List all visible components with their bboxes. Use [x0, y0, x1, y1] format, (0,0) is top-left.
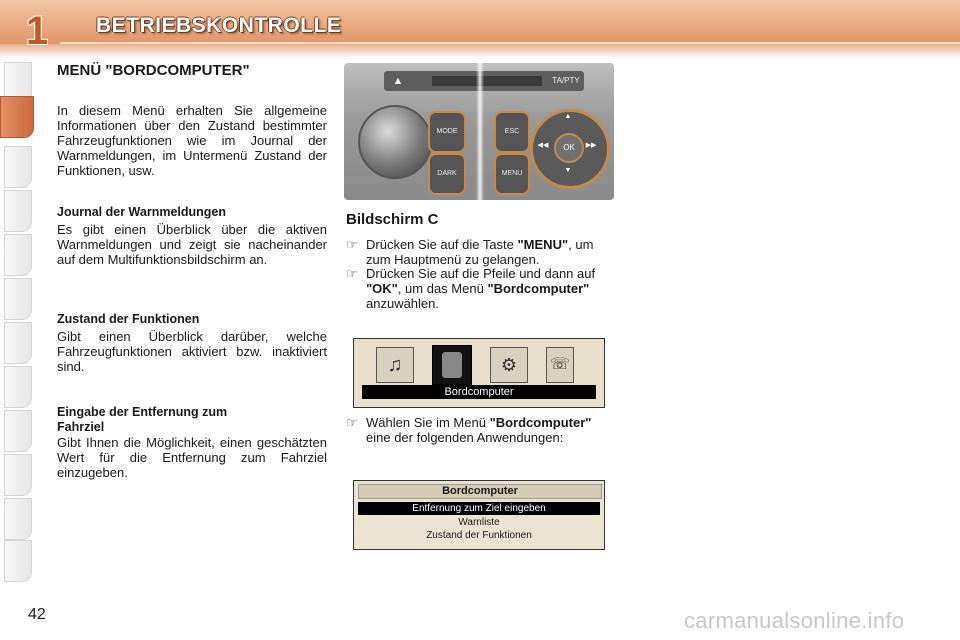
arrow-right-icon: ▶▶: [585, 142, 597, 149]
bullet-item: ☞ Wählen Sie im Menü "Bordcomputer" eine der folgenden Anwendungen:: [346, 415, 592, 445]
watermark: carmanualsonline.info: [684, 608, 905, 633]
menu-button: MENU: [494, 153, 530, 195]
bordcomputer-menu-screen: [353, 480, 605, 550]
chapter-tab-active[interactable]: [0, 96, 34, 138]
audio-icon: ♫: [376, 347, 414, 383]
chapter-tab[interactable]: [4, 366, 32, 408]
menu-item-selected: Entfernung zum Ziel eingeben: [358, 502, 600, 515]
chapter-tab[interactable]: [4, 146, 32, 188]
intro-paragraph: In diesem Menü erhalten Sie allgemeine Informationen über den Zustand bestimmter Fahrzeugfunktionen wie im Journal der Warnmeldungen, im Untermenü Zustand der Funktionen, usw.: [57, 103, 327, 178]
chapter-tab[interactable]: [4, 410, 32, 452]
chapter-tab[interactable]: [4, 454, 32, 496]
ok-button: OK: [554, 133, 584, 163]
paragraph-warnings: Es gibt einen Überblick über die aktiven Warnmeldungen und zeigt sie nacheinander auf dem Multifunktionsbildschirm an.: [57, 222, 327, 267]
control-panel-photo: [344, 63, 614, 200]
screen-heading: Bildschirm C: [346, 211, 439, 228]
bordcomputer-icon: [432, 345, 472, 385]
page-number: 42: [28, 606, 46, 623]
volume-knob: [358, 105, 432, 179]
bullet-item: ☞ Drücken Sie auf die Taste "MENU", um zum Hauptmenü zu gelangen.: [346, 237, 594, 267]
chapter-title: BETRIEBSKONTROLLE: [96, 14, 342, 37]
paragraph-distance: Gibt Ihnen die Möglichkeit, einen geschätzten Wert für die Entfernung zum Fahrziel einzugeben.: [57, 435, 327, 480]
dark-button: DARK: [428, 153, 466, 195]
settings-icon: ⚙: [490, 347, 528, 383]
chapter-tab[interactable]: [4, 322, 32, 364]
arrow-up-icon: ▲: [564, 113, 572, 120]
eject-icon: ▲: [392, 75, 404, 87]
bullet-item: ☞ Drücken Sie auf die Pfeile und dann auf "OK", um das Menü "Bordcomputer" anzuwählen.: [346, 266, 596, 311]
esc-button: ESC: [494, 111, 530, 153]
chapter-number: 1: [25, 9, 49, 53]
pointing-hand-icon: ☞: [346, 237, 358, 252]
subheading-warnings: Journal der Warnmeldungen: [57, 205, 227, 219]
chapter-tabs: [0, 62, 34, 577]
main-menu-screen: [353, 338, 605, 408]
arrow-down-icon: ▼: [564, 167, 572, 174]
paragraph-functions: Gibt einen Überblick darüber, welche Fahrzeugfunktionen aktiviert bzw. inaktiviert sind.: [57, 329, 327, 374]
header-fade: [0, 44, 960, 58]
arrow-left-icon: ◀◀: [537, 142, 549, 149]
telephone-icon: ☏: [546, 347, 574, 383]
menu-selection-bar: Bordcomputer: [362, 385, 596, 399]
menu-title: Bordcomputer: [358, 484, 602, 499]
chapter-tab[interactable]: [4, 234, 32, 276]
ta-pty-button: TA/PTY: [552, 76, 580, 85]
menu-item: Zustand der Funktionen: [426, 530, 532, 541]
header-divider: [60, 42, 960, 44]
chapter-tab[interactable]: [4, 540, 32, 582]
mode-button: MODE: [428, 111, 466, 153]
section-title: MENÜ "BORDCOMPUTER": [57, 62, 250, 79]
subheading-distance: Eingabe der Entfernung zum Fahrziel: [57, 405, 228, 434]
pointing-hand-icon: ☞: [346, 266, 358, 281]
menu-item: Warnliste: [458, 517, 500, 528]
chapter-tab[interactable]: [4, 278, 32, 320]
chapter-tab[interactable]: [4, 190, 32, 232]
chapter-tab[interactable]: [4, 498, 32, 540]
pointing-hand-icon: ☞: [346, 415, 358, 430]
subheading-functions: Zustand der Funktionen: [57, 312, 200, 326]
